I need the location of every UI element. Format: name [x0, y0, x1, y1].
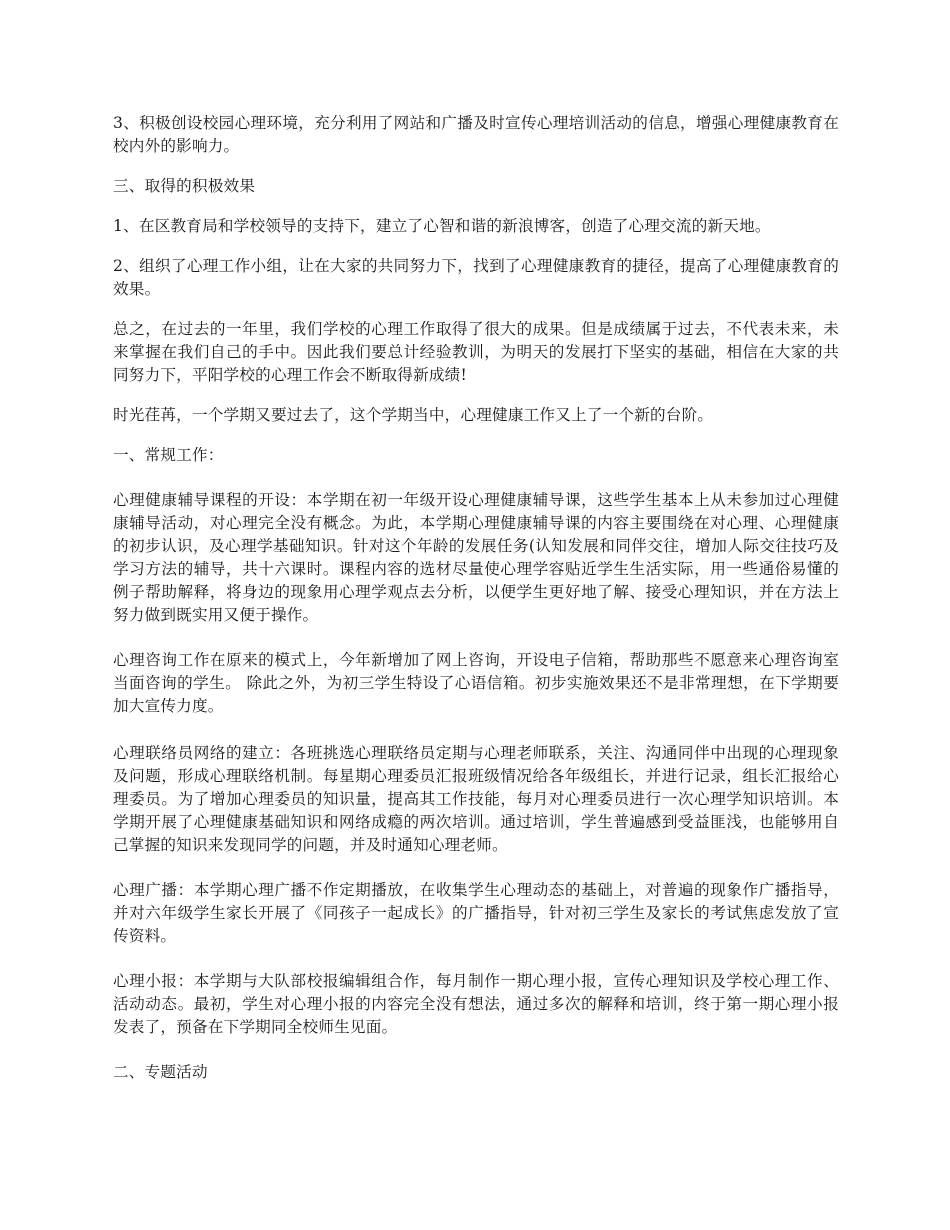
paragraph-liaison-network: 心理联络员网络的建立：各班挑选心理联络员定期与心理老师联系，关注、沟通同伴中出现的心理现象及问题，形成心理联络机制。每星期心理委员汇报班级情况给各年级组长，并进行记录，组长汇报给心理委员。为了增加心理委员的知识量，提高其工作技能，每月对心理委员进行一次心理学知识培训。本学期开展了心理健康基础知识和网络成瘾的两次培训。通过培训，学生普遍感到受益匪浅，也能够用自己掌握的知识来发现同学的问题，并及时通知心理老师。 [113, 744, 839, 854]
section-heading-special-activities: 二、专题活动 [113, 1063, 208, 1081]
paragraph-course: 心理健康辅导课程的开设：本学期在初一年级开设心理健康辅导课，这些学生基本上从未参加过心理健康辅导活动，对心理完全没有概念。为此，本学期心理健康辅导课的内容主要围绕在对心理、心理健康的初步认识，及心理学基础知识。针对这个年龄的发展任务(认知发展和同伴交往，增加人际交往技巧及学习方法的辅导，共十六课时。课程内容的选材尽量使心理学容贴近学生生活实际，用一些通俗易懂的例子帮助解释，将身边的现象用心理学观点去分析，以便学生更好地了解、接受心理知识，并在方法上努力做到既实用又便于操作。 [113, 491, 839, 624]
paragraph-result-1: 1、在区教育局和学校领导的支持下，建立了心智和谐的新浪博客，创造了心理交流的新天地。 [113, 217, 771, 235]
paragraph-result-2: 2、组织了心理工作小组，让在大家的共同努力下，找到了心理健康教育的捷径，提高了心理健康教育的效果。 [113, 257, 839, 298]
paragraph-item-3: 3、积极创设校园心理环境，充分利用了网站和广播及时宣传心理培训活动的信息，增强心理健康教育在校内外的影响力。 [113, 114, 839, 155]
paragraph-summary: 总之，在过去的一年里，我们学校的心理工作取得了很大的成果。但是成绩属于过去，不代表未来，未来掌握在我们自己的手中。因此我们要总计经验教训，为明天的发展打下坚实的基础，相信在大家的共同努力下，平阳学校的心理工作会不断取得新成绩! [113, 320, 839, 384]
paragraph-newsletter: 心理小报：本学期与大队部校报编辑组合作，每月制作一期心理小报，宣传心理知识及学校心理工作、活动动态。最初，学生对心理小报的内容完全没有想法，通过多次的解释和培训，终于第一期心理小报发表了，预备在下学期同全校师生见面。 [113, 972, 839, 1036]
paragraph-broadcast: 心理广播：本学期心理广播不作定期播放，在收集学生心理动态的基础上，对普遍的现象作广播指导，并对六年级学生家长开展了《同孩子一起成长》的广播指导，针对初三学生及家长的考试焦虑发放了宣传资料。 [113, 881, 839, 945]
paragraph-counseling: 心理咨询工作在原来的模式上，今年新增加了网上咨询，开设电子信箱，帮助那些不愿意来心理咨询室当面咨询的学生。 除此之外，为初三学生特设了心语信箱。初步实施效果还不是非常理想，在下学期要加大宣传力度。 [113, 651, 839, 715]
section-heading-results: 三、取得的积极效果 [113, 177, 256, 195]
document-page [113, 112, 839, 1101]
paragraph-intro: 时光荏苒，一个学期又要过去了，这个学期当中，心理健康工作又上了一个新的台阶。 [113, 406, 714, 424]
section-heading-routine-work: 一、常规工作： [113, 446, 224, 464]
